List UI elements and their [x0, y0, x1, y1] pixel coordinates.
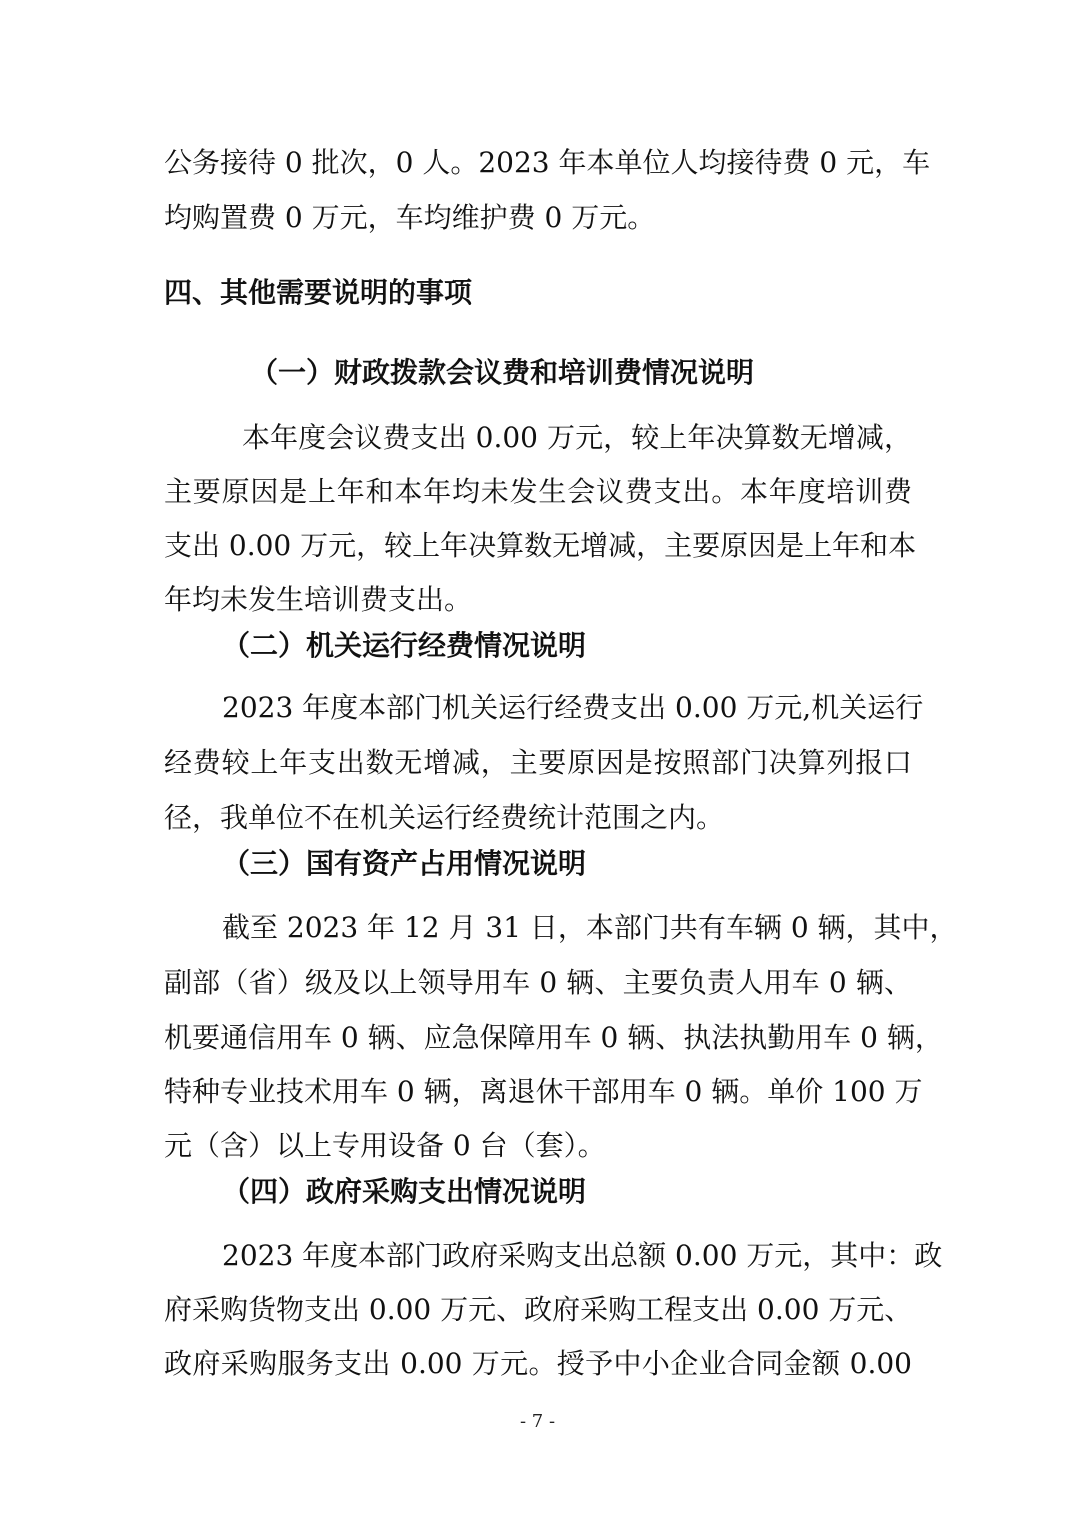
- paragraph-line: 元（含）以上专用设备 0 台（套）。: [164, 1129, 606, 1162]
- paragraph-line: 径，我单位不在机关运行经费统计范围之内。: [164, 801, 725, 834]
- paragraph-line: 均购置费 0 万元，车均维护费 0 万元。: [164, 201, 656, 234]
- paragraph-line: 主要原因是上年和本年均未发生会议费支出。本年度培训费: [164, 475, 912, 508]
- paragraph-line: 年均未发生培训费支出。: [164, 583, 473, 616]
- subsection-heading-3: （三）国有资产占用情况说明: [222, 847, 587, 880]
- paragraph-line: 支出 0.00 万元，较上年决算数无增减，主要原因是上年和本: [164, 529, 917, 562]
- subsection-heading-1: （一）财政拨款会议费和培训费情况说明: [250, 356, 755, 389]
- page-number: - 7 -: [519, 1411, 556, 1432]
- paragraph-line: 特种专业技术用车 0 辆，离退休干部用车 0 辆。单价 100 万: [164, 1075, 923, 1108]
- subsection-heading-4: （四）政府采购支出情况说明: [222, 1175, 587, 1208]
- paragraph-line: 副部（省）级及以上领导用车 0 辆、主要负责人用车 0 辆、: [164, 966, 912, 999]
- paragraph-line: 2023 年度本部门政府采购支出总额 0.00 万元，其中：政: [222, 1239, 943, 1272]
- section-heading: 四、其他需要说明的事项: [164, 276, 473, 309]
- paragraph-line: 公务接待 0 批次，0 人。2023 年本单位人均接待费 0 元，车: [164, 146, 931, 179]
- paragraph-line: 截至 2023 年 12 月 31 日，本部门共有车辆 0 辆，其中，: [222, 911, 958, 944]
- paragraph-line: 本年度会议费支出 0.00 万元，较上年决算数无增减，: [242, 421, 912, 454]
- subsection-heading-2: （二）机关运行经费情况说明: [222, 629, 587, 662]
- paragraph-line: 政府采购服务支出 0.00 万元。授予中小企业合同金额 0.00: [164, 1347, 912, 1380]
- paragraph-line: 2023 年度本部门机关运行经费支出 0.00 万元,机关运行: [222, 691, 924, 724]
- paragraph-line: 机要通信用车 0 辆、应急保障用车 0 辆、执法执勤用车 0 辆，: [164, 1021, 943, 1054]
- paragraph-line: 经费较上年支出数无增减，主要原因是按照部门决算列报口: [164, 746, 912, 779]
- paragraph-line: 府采购货物支出 0.00 万元、政府采购工程支出 0.00 万元、: [164, 1293, 913, 1326]
